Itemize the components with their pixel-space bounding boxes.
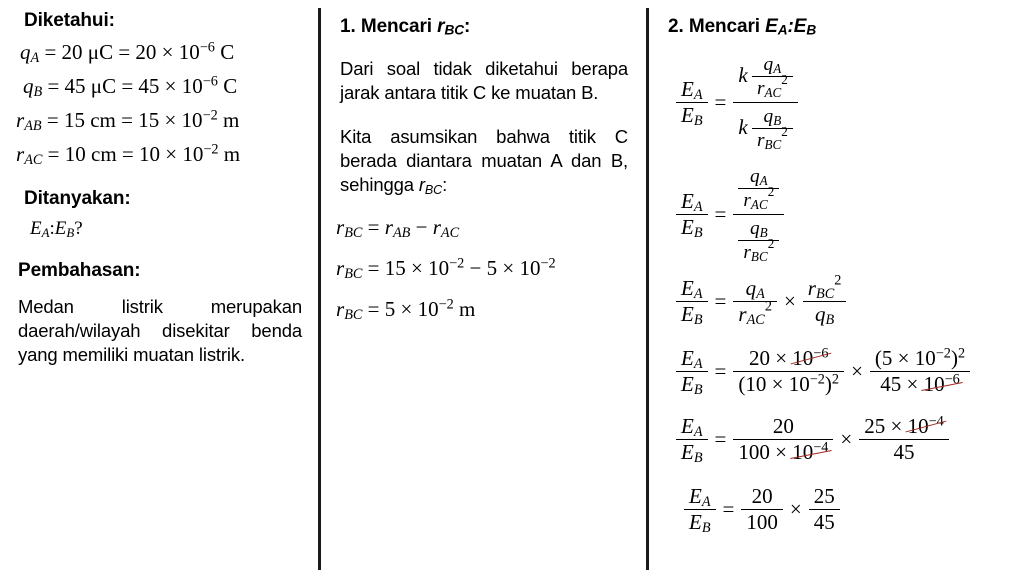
asked-expression: $E_A:E_B$? [30, 217, 83, 240]
final-den-right: 45 [813, 510, 835, 535]
step2-title: Mencari [688, 16, 760, 37]
numeric-fraction-left: $\frac{20 \times 10^{-6}}{(10 \times 10^{-2})^2}$ [733, 347, 844, 397]
step2-equation-product [662, 271, 1018, 333]
step2-equation-compound [662, 163, 1018, 267]
final-fraction-right [809, 485, 840, 535]
ratio-EA-EB: $\frac{E_A}{E_B}$ [676, 78, 708, 128]
column-divider-1 [318, 8, 321, 570]
step1-paragraph-1: Dari soal tidak diketahui berapa jarak antara titik C ke muatan B. [340, 57, 628, 103]
cancel-mark-4: $10^{-4}$ [907, 413, 944, 438]
column-known-and-discussion [0, 0, 318, 576]
step1-equation-2: $r_{BC} = 15 \times 10^{-2} - 5 \times 10^{-2}$ [336, 255, 556, 283]
simplify-fraction-left: $\frac{20}{100 \times 10^{-4}}$ [733, 415, 833, 465]
equals-sign-6: = [722, 497, 735, 522]
step1-paragraph-2 [334, 125, 632, 197]
fraction-qa-rac2: $\frac{q_A}{r_{AC}^2}$ [733, 277, 777, 327]
column-divider-2 [646, 8, 649, 570]
final-num-left: 20 [741, 485, 783, 511]
cancel-mark-1: $10^{-6}$ [792, 345, 829, 370]
known-rab: $r_{AB} = 15$ cm = $15 \times 10^{-2}$ m [16, 107, 240, 134]
cancel-mark-3: $10^{-4}$ [792, 439, 829, 465]
multiply-sign-2: × [851, 359, 863, 384]
step2-equation-simplify [662, 409, 1018, 471]
multiply-sign: × [783, 289, 796, 314]
final-den-left: 100 [746, 510, 778, 535]
discussion-paragraph: Medan listrik merupakan daerah/wilayah disekitar benda yang memiliki muatan listrik. [18, 296, 302, 366]
ratio-EA-EB-2: $\frac{E_A}{E_B}$ [676, 190, 708, 240]
equals-sign-2: = [714, 202, 727, 227]
step1-equation-3: $r_{BC} = 5 \times 10^{-2}$ m [336, 296, 476, 324]
ratio-EA-EB-3: $\frac{E_A}{E_B}$ [676, 277, 708, 327]
step2-heading: 2. Mencari $E_A:E_B$ [668, 16, 817, 38]
step1-heading [334, 16, 632, 39]
step2-equation-compound-k [662, 49, 1018, 157]
equals-sign: = [714, 90, 727, 115]
step1-title: Mencari [360, 16, 432, 37]
step1-paragraph-2-colon: : [442, 173, 448, 195]
ratio-EA-EB-4: $\frac{E_A}{E_B}$ [676, 347, 708, 397]
cancel-mark-2: $10^{-6}$ [923, 371, 960, 397]
multiply-sign-4: × [789, 497, 802, 522]
equals-sign-3: = [714, 289, 727, 314]
fraction-rbc2-qb: $\frac{r_{BC}^2}{q_B}$ [803, 277, 847, 327]
step1-number: 1. [340, 16, 356, 37]
column-step-2 [658, 0, 1024, 576]
step2-number: 2. [668, 16, 684, 37]
equals-sign-5: = [714, 427, 727, 452]
heading-pembahasan: Pembahasan: [18, 259, 141, 281]
equals-sign-4: = [714, 359, 727, 384]
multiply-sign-3: × [840, 427, 853, 452]
compound-fraction: $\frac{\frac{q_A}{r_{AC}^2}}{\frac{q_B}{r_{BC}^2}}$ [733, 166, 784, 265]
step1-equation-1: $r_{BC} = r_{AB} - r_{AC}$ [336, 215, 460, 242]
known-rac: $r_{AC} = 10$ cm = $10 \times 10^{-2}$ m [16, 141, 241, 168]
step1-paragraph-2-text: Kita asumsikan bahwa titik C berada diantara muatan A dan B, sehingga [340, 125, 628, 195]
step1-paragraph-2-variable-sub: BC [424, 182, 443, 197]
step2-equation-final [662, 481, 1018, 539]
step1-paragraph-2-variable: r [418, 173, 425, 195]
column-step-1 [330, 0, 640, 576]
final-num-right: 25 [809, 485, 840, 511]
numeric-fraction-right: $\frac{(5 \times 10^{-2})^2}{45 \times 10^{-6}}$ [870, 347, 970, 397]
known-qa: $q_A = 20$ $\mu C = 20 \times 10^{-6}$ C [20, 39, 235, 66]
compound-fraction-k: k $\frac{q_A}{r_{AC}^2}$ k $\frac{q_B}{r_{BC}^2}$ [733, 54, 797, 153]
known-qb: $q_B = 45$ $\mu C = 45 \times 10^{-6}$ C [23, 73, 238, 100]
ratio-EA-EB-5: $\frac{E_A}{E_B}$ [676, 415, 708, 465]
step2-equation-numeric [662, 339, 1018, 405]
step1-variable-sub: BC [444, 22, 464, 38]
step1-variable: r [437, 16, 445, 37]
simplify-fraction-right: $\frac{25 \times 10^{-4}}{45}$ [859, 415, 949, 465]
step1-colon: : [463, 16, 471, 37]
heading-ditanyakan: Ditanyakan: [24, 187, 131, 209]
heading-diketahui: Diketahui: [24, 10, 115, 31]
final-fraction-left [741, 485, 783, 535]
ratio-EA-EB-6: $\frac{E_A}{E_B}$ [684, 485, 716, 535]
